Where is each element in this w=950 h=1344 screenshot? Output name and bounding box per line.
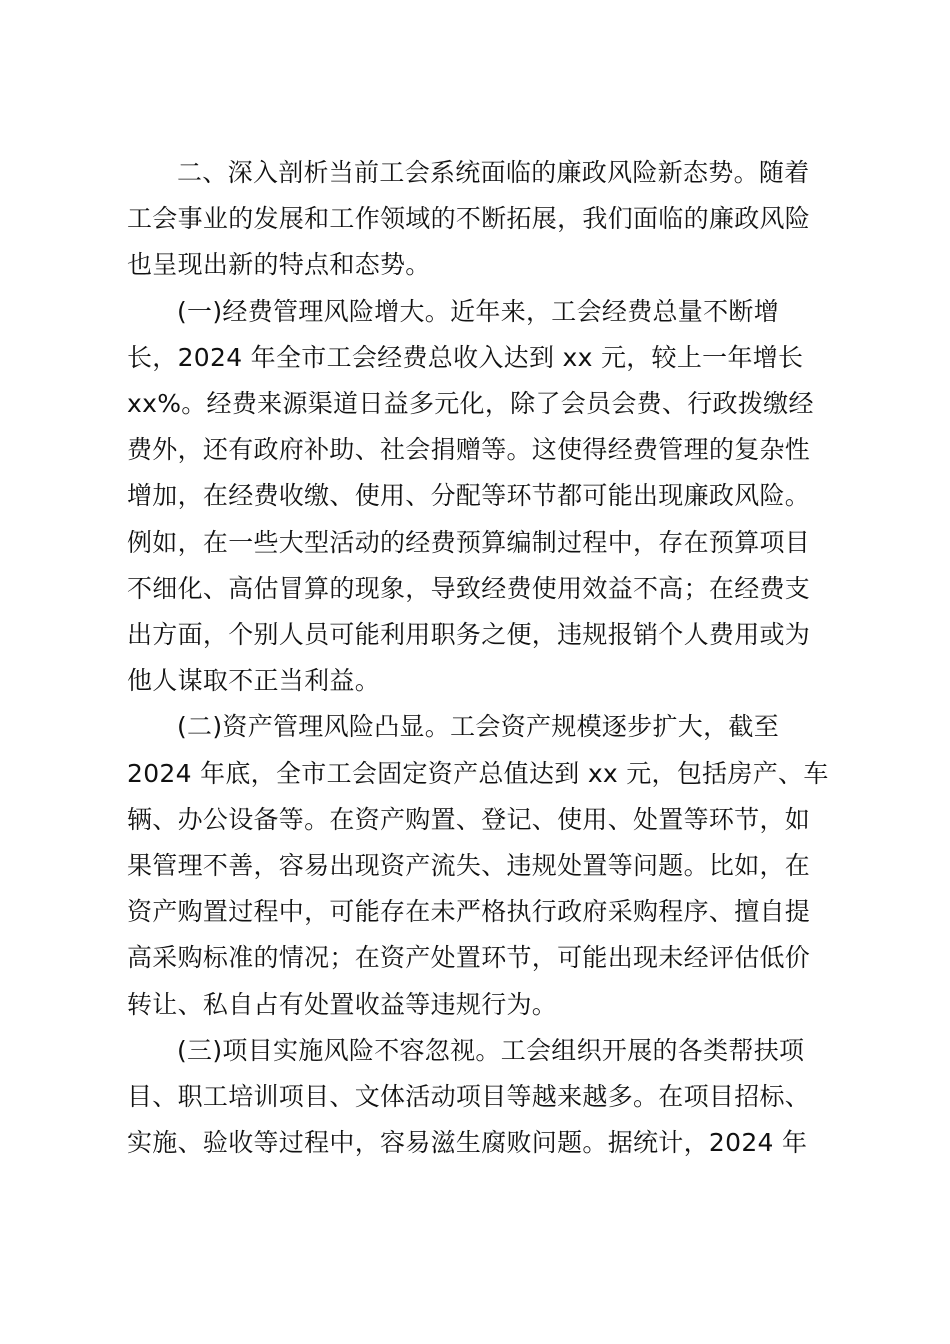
text-line: 也呈现出新的特点和态势。 [127,250,431,280]
text-line: 增加，在经费收缴、使用、分配等环节都可能出现廉政风险。 [127,481,811,511]
text-line: xx%。经费来源渠道日益多元化，除了会员会费、行政拨缴经 [127,389,814,419]
text-line: 2024 年底，全市工会固定资产总值达到 xx 元，包括房产、车 [127,758,829,788]
text-line: 辆、办公设备等。在资产购置、登记、使用、处置等环节，如 [127,804,811,834]
paragraph-section-2-intro [127,150,827,289]
text-line: 二、深入剖析当前工会系统面临的廉政风险新态势。随着 [177,158,810,187]
text-line: 果管理不善，容易出现资产流失、违规处置等问题。比如，在 [127,851,811,881]
text-line: 不细化、高估冒算的现象，导致经费使用效益不高；在经费支 [127,573,811,603]
paragraph-project-risk [127,1028,827,1167]
text-line: 资产购置过程中，可能存在未严格执行政府采购程序、擅自提 [127,897,811,927]
text-line: 工会事业的发展和工作领域的不断拓展，我们面临的廉政风险 [127,204,811,234]
text-line: 长，2024 年全市工会经费总收入达到 xx 元，较上一年增长 [127,342,804,372]
text-line: 他人谋取不正当利益。 [127,666,381,696]
text-line: 例如，在一些大型活动的经费预算编制过程中，存在预算项目 [127,527,811,557]
text-line: 实施、验收等过程中，容易滋生腐败问题。据统计，2024 年 [127,1128,808,1158]
text-line: (二)资产管理风险凸显。工会资产规模逐步扩大，截至 [177,712,780,742]
text-line: (三)项目实施风险不容忽视。工会组织开展的各类帮扶项 [177,1035,805,1065]
paragraph-asset-risk [127,704,827,1027]
text-line: 转让、私自占有处置收益等违规行为。 [127,989,558,1019]
paragraph-funding-risk [127,289,827,705]
text-line: 目、职工培训项目、文体活动项目等越来越多。在项目招标、 [127,1082,811,1112]
document-body [127,150,827,1166]
text-line: (一)经费管理风险增大。近年来，工会经费总量不断增 [177,296,780,326]
text-line: 出方面，个别人员可能利用职务之便，违规报销个人费用或为 [127,620,811,650]
text-line: 高采购标准的情况；在资产处置环节，可能出现未经评估低价 [127,943,811,973]
text-line: 费外，还有政府补助、社会捐赠等。这使得经费管理的复杂性 [127,435,811,465]
